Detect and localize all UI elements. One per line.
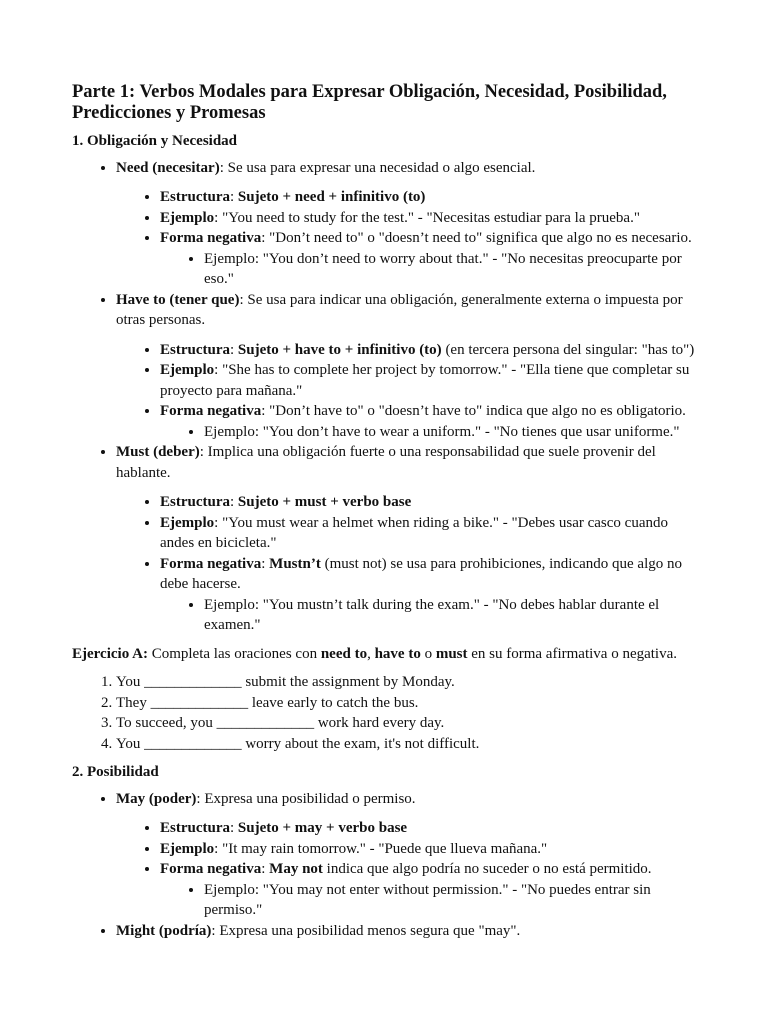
label-ejemplo: Ejemplo (160, 840, 215, 857)
label-estructura: Estructura (160, 494, 230, 510)
sublist-example (160, 249, 696, 290)
label-negativa: Forma negativa (160, 403, 262, 419)
label-ejemplo: Ejemplo (160, 514, 215, 531)
exercise-word-must: must (435, 645, 468, 662)
value-estructura: Sujeto + have to + infinitivo (to) (237, 341, 442, 358)
label-estructura: Estructura (160, 820, 230, 836)
label-negativa: Forma negativa (160, 861, 262, 877)
sublist-must (116, 492, 696, 636)
desc-may: : Expresa una posibilidad o permiso. (196, 790, 416, 807)
text-ejemplo: : "She has to complete her project by tomorrow." - "Ella tiene que completar su proyecto para mañana." (160, 362, 690, 399)
text-negativa: indica que algo podría no suceder o no está permitido. (322, 861, 652, 877)
text-ejemplo: : "You must wear a helmet when riding a bike." - "Debes usar casco cuando andes en bicicleta." (160, 514, 668, 551)
page-title: Parte 1: Verbos Modales para Expresar Obligación, Necesidad, Posibilidad, Predicciones y Promesas (72, 82, 667, 123)
exercise-instructions (72, 644, 696, 665)
list-item: • Estructura: Sujeto + need + infinitivo (to) (160, 187, 696, 208)
term-might: Might (podría) (116, 922, 212, 939)
list-item: • Estructura: Sujeto + must + verbo base (160, 492, 696, 513)
list-item-need (116, 158, 696, 290)
list-item: • Forma negativa: Mustn’t (must not) se usa para prohibiciones, indicando que algo no debe hacerse. • Ejemplo: "You mustn’t talk during the exam." - "No debes hablar durante el examen." (160, 554, 696, 636)
desc-need: : Se usa para expresar una necesidad o algo esencial. (219, 159, 536, 176)
bold-may-not: May not (269, 861, 323, 877)
exercise-item: 4. You _____________ worry about the exam, it's not difficult. (116, 734, 696, 755)
modal-list-possibility (72, 789, 696, 942)
sublist-need (116, 187, 696, 290)
bold-mustnt: Mustn’t (269, 555, 321, 572)
exercise-intro: Completa las oraciones con (147, 645, 321, 662)
text-negativa: : "Don’t need to" o "doesn’t need to" significa que algo no es necesario. (261, 230, 692, 246)
list-item-may (116, 789, 696, 921)
text-ejemplo: : "It may rain tomorrow." - "Puede que llueva mañana." (214, 840, 548, 857)
list-item (160, 208, 696, 229)
list-item: • Forma negativa: May not indica que algo podría no suceder o no está permitido. • Ejemplo: "You may not enter without permission." - "No puedes entrar sin permiso." (160, 859, 696, 921)
label-ejemplo: Ejemplo (160, 362, 215, 378)
sublist-example (160, 595, 696, 636)
value-estructura: Sujeto + must + verbo base (237, 494, 412, 510)
desc-might: : Expresa una posibilidad menos segura que "may". (211, 922, 521, 939)
list-item-have-to (116, 290, 696, 443)
list-item (160, 360, 696, 401)
sublist-example (160, 422, 696, 443)
list-item-might (116, 921, 696, 942)
term-may: May (poder) (116, 790, 197, 807)
label-estructura: Estructura (160, 341, 230, 358)
label-negativa: Forma negativa (160, 555, 262, 572)
term-have-to: Have to (tener que) (116, 291, 240, 308)
section-heading-possibility: 2. Posibilidad (72, 764, 159, 780)
exercise-item: 1. You _____________ submit the assignment by Monday. (116, 672, 696, 693)
exercise-item: 2. They _____________ leave early to catch the bus. (116, 693, 696, 714)
value-estructura: Sujeto + need + infinitivo (to) (237, 189, 426, 205)
desc-have-to: : Se usa para indicar una obligación, generalmente externa o impuesta por otras personas. (116, 291, 683, 328)
list-item-must (116, 442, 696, 636)
modal-list-obligation (72, 158, 696, 636)
label-estructura: Estructura (160, 189, 230, 205)
list-item: • Ejemplo: "You mustn’t talk during the exam." - "No debes hablar durante el examen." (204, 595, 696, 636)
list-item (160, 228, 696, 290)
list-item (160, 839, 696, 860)
text-ejemplo: : "You need to study for the test." - "Necesitas estudiar para la prueba." (214, 209, 640, 226)
exercise-list (72, 672, 696, 754)
exercise-label: Ejercicio A: (72, 645, 148, 662)
label-ejemplo: Ejemplo (160, 209, 215, 226)
term-must: Must (deber) (116, 444, 200, 460)
sublist-have-to (116, 340, 696, 443)
list-item: • Ejemplo: "You don’t need to worry about that." - "No necesitas preocuparte por eso." (204, 249, 696, 290)
term-need: Need (necesitar) (116, 159, 220, 176)
section-heading-obligation: 1. Obligación y Necesidad (72, 133, 238, 149)
value-estructura: Sujeto + may + verbo base (237, 820, 408, 836)
text-estructura-extra: (en tercera persona del singular: "has to") (441, 341, 695, 358)
exercise-item: 3. To succeed, you _____________ work hard every day. (116, 713, 696, 734)
sublist-may (116, 818, 696, 921)
exercise-word-have-to: have to (374, 645, 421, 662)
sublist-example (160, 880, 696, 921)
exercise-word-need-to: need to (320, 645, 368, 662)
exercise-outro: en su forma afirmativa o negativa. (467, 645, 678, 662)
text-negativa: (must not) se usa para prohibiciones, indicando que algo no debe hacerse. (160, 555, 682, 592)
list-item: • Ejemplo: "You may not enter without permission." - "No puedes entrar sin permiso." (204, 880, 696, 921)
list-item: • Estructura: Sujeto + may + verbo base (160, 818, 696, 839)
label-negativa: Forma negativa (160, 230, 262, 246)
exercise-sep: , (367, 645, 375, 662)
exercise-sep: o (420, 645, 436, 662)
desc-must: : Implica una obligación fuerte o una responsabilidad que suele provenir del hablante. (116, 444, 656, 481)
text-negativa: : "Don’t have to" o "doesn’t have to" indica que algo no es obligatorio. (261, 403, 686, 419)
list-item (160, 401, 696, 442)
list-item: • Estructura: Sujeto + have to + infinitivo (to) (en tercera persona del singular: "has to") (160, 340, 696, 361)
list-item (160, 513, 696, 554)
list-item: • Ejemplo: "You don’t have to wear a uniform." - "No tienes que usar uniforme." (204, 422, 696, 443)
